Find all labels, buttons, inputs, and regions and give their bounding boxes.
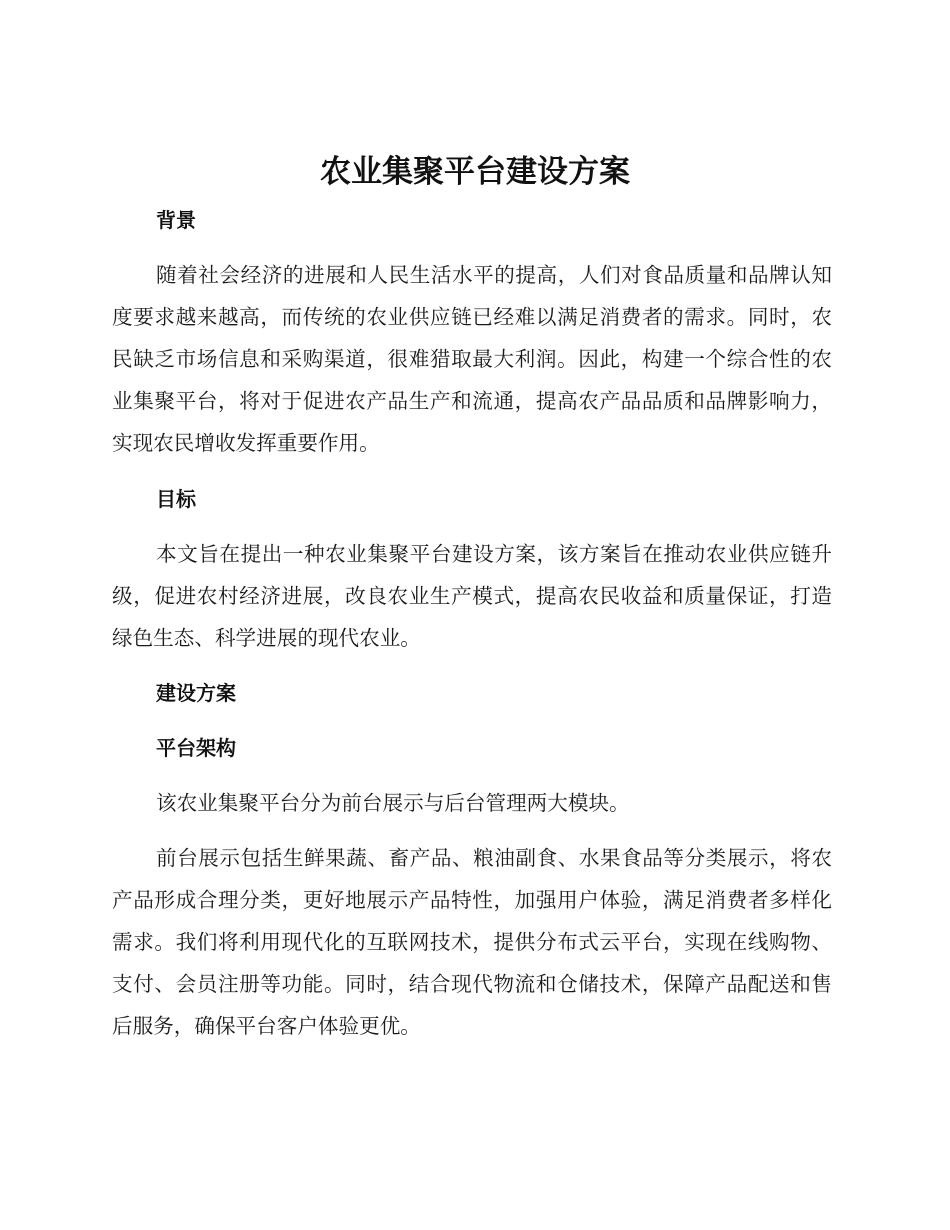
architecture-paragraph-2: 前台展示包括生鲜果蔬、畜产品、粮油副食、水果食品等分类展示，将农产品形成合理分类，更好地展示产品特性，加强用户体验，满足消费者多样化需求。我们将利用现代化的互联网技术，提供分布式云平台，实现在线购物、支付、会员注册等功能。同时，结合现代物流和仓储技术，保障产品配送和售后服务，确保平台客户体验更优。 <box>112 846 832 1038</box>
document-title: 农业集聚平台建设方案 <box>320 154 630 190</box>
goal-paragraph: 本文旨在提出一种农业集聚平台建设方案，该方案旨在推动农业供应链升级，促进农村经济进展，改良农业生产模式，提高农民收益和质量保证，打造绿色生态、科学进展的现代农业。 <box>112 542 832 650</box>
architecture-paragraph-1: 该农业集聚平台分为前台展示与后台管理两大模块。 <box>156 791 630 815</box>
section-heading-background: 背景 <box>156 208 196 232</box>
section-heading-goal: 目标 <box>156 487 196 511</box>
background-paragraph: 随着社会经济的进展和人民生活水平的提高，人们对食品质量和品牌认知度要求越来越高，而传统的农业供应链已经难以满足消费者的需求。同时，农民缺乏市场信息和采购渠道，很难猎取最大利润。因此，构建一个综合性的农业集聚平台，将对于促进农产品生产和流通，提高农产品品质和品牌影响力，实现农民增收发挥重要作用。 <box>112 263 832 455</box>
section-heading-architecture: 平台架构 <box>156 736 236 760</box>
section-heading-plan: 建设方案 <box>156 681 236 705</box>
